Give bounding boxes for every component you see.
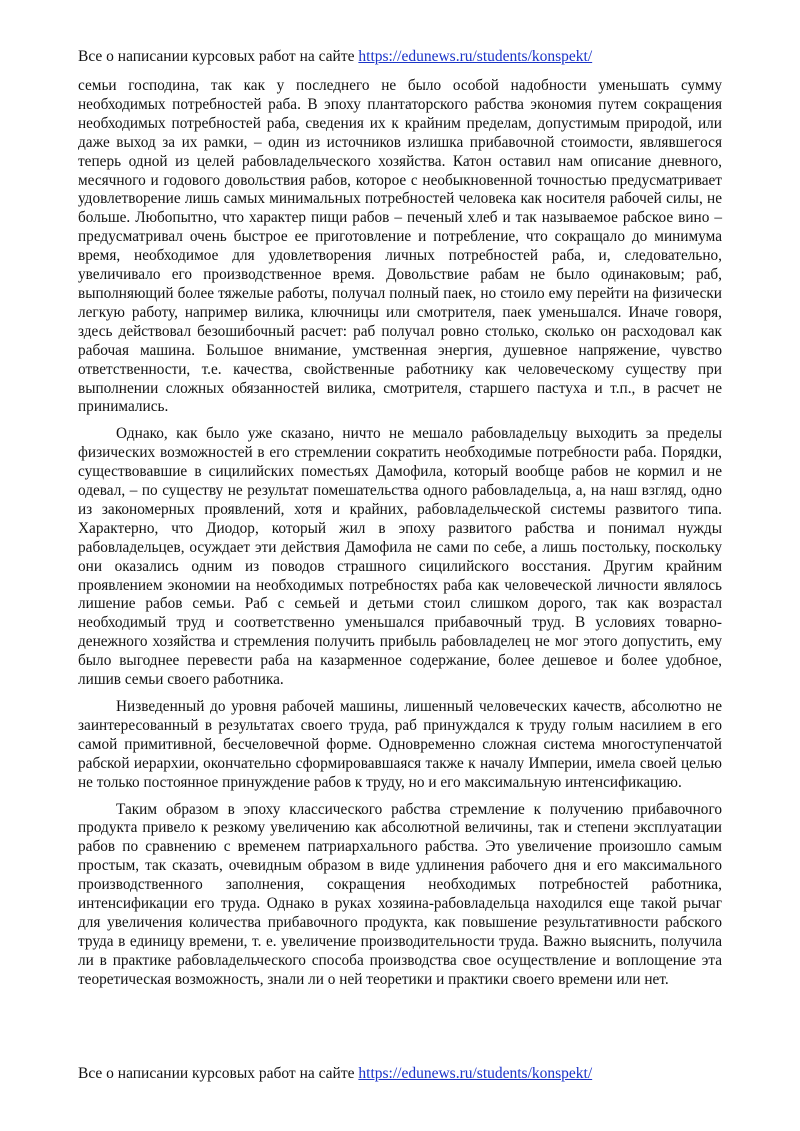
document-body [78,77,722,998]
paragraph-1: семьи господина, так как у последнего не было особой надобности уменьшать сумму необходимых потребностей раба. В эпоху плантаторского рабства экономия путем сокращения необходимых потребностей раба, сведения их к крайним пределам, допустимым природой, или даже выход за их рамки, – один из источников излишка прибавочной стоимости, являвшегося теперь одной из целей рабовладельческого хозяйства. Катон оставил нам описание дневного, месячного и годового довольствия рабов, которое с необыкновенной точностью предусматривает удовлетворение лишь самых минимальных потребностей человека как носителя рабочей силы, не больше. Любопытно, что характер пищи рабов – печеный хлеб и так называемое рабское вино – предусматривал очень быстрое ее приготовление и потребление, что сокращало до минимума время, необходимое для удовлетворения личных потребностей раба, и, следовательно, увеличивало его производственное время. Довольствие рабам не было одинаковым; раб, выполняющий более тяжелые работы, получал полный паек, но стоило ему перейти на физически легкую работу, например вилика, ключницы или смотрителя, паек уменьшался. Иначе говоря, здесь действовал безошибочный расчет: раб получал ровно столько, сколько он расходовал как рабочая машина. Большое внимание, умственная энергия, душевное напряжение, чувство ответственности, т.е. качества, свойственные работнику как человеческому существу при выполнении сложных обязанностей вилика, смотрителя, старшего пастуха и т.п., в расчет не принимались. [78,77,722,416]
footer-text: Все о написании курсовых работ на сайте [78,1065,359,1082]
paragraph-2: Однако, как было уже сказано, ничто не мешало рабовладельцу выходить за пределы физических возможностей в его стремлении сократить необходимые потребности раба. Порядки, существовавшие в сицилийских поместьях Дамофила, который вообще рабов не кормил и не одевал, – по существу не результат помешательства одного рабовладельца, а, на наш взгляд, одно из закономерных проявлений, хотя и крайних, рабовладельческой системы развитого типа. Характерно, что Диодор, который жил в эпоху развитого рабства и понимал нужды рабовладельцев, осуждает эти действия Дамофила не сами по себе, а лишь постольку, поскольку они оказались одним из поводов страшного сицилийского восстания. Другим крайним проявлением экономии на необходимых потребностях раба как человеческой личности являлось лишение рабов семьи. Раб с семьей и детьми стоил слишком дорого, так как возрастал необходимый труд и соответственно уменьшался прибавочный труд. В условиях товарно-денежного хозяйства и стремления получить прибыль рабовладелец не мог этого допустить, ему было выгоднее перевести раба на казарменное содержание, более дешевое и более удобное, лишив семьи своего работника. [78,425,722,689]
page-footer [78,1064,592,1084]
paragraph-4: Таким образом в эпоху классического рабства стремление к получению прибавочного продукта привело к резкому увеличению как абсолютной величины, так и степени эксплуатации рабов по сравнению с временем патриархального рабства. Это увеличение произошло самым простым, так сказать, очевидным образом в виде удлинения рабочего дня и его максимального производственного заполнения, сокращения необходимых потребностей работника, интенсификации его труда. Однако в руках хозяина-рабовладельца находился еще такой рычаг для увеличения количества прибавочного продукта, как повышение результативности рабского труда в единицу времени, т. е. увеличение производительности труда. Важно выяснить, получила ли в практике рабовладельческого способа производства свое осуществление и воплощение эта теоретическая возможность, знали ли о ней теоретики и практики своего времени или нет. [78,800,722,988]
paragraph-3: Низведенный до уровня рабочей машины, лишенный человеческих качеств, абсолютно не заинтересованный в результатах своего труда, раб принуждался к труду голым насилием в его самой примитивной, бесчеловечной форме. Одновременно сложная система многоступенчатой рабской иерархии, окончательно сформировавшаяся также к началу Империи, имела своей целью не только постоянное принуждение рабов к труду, но и его максимальную интенсификацию. [78,698,722,791]
footer-link[interactable]: https://edunews.ru/students/konspekt/ [358,1065,593,1082]
header-link[interactable]: https://edunews.ru/students/konspekt/ [358,48,593,65]
header-text: Все о написании курсовых работ на сайте [78,48,359,65]
page-header [78,47,592,67]
